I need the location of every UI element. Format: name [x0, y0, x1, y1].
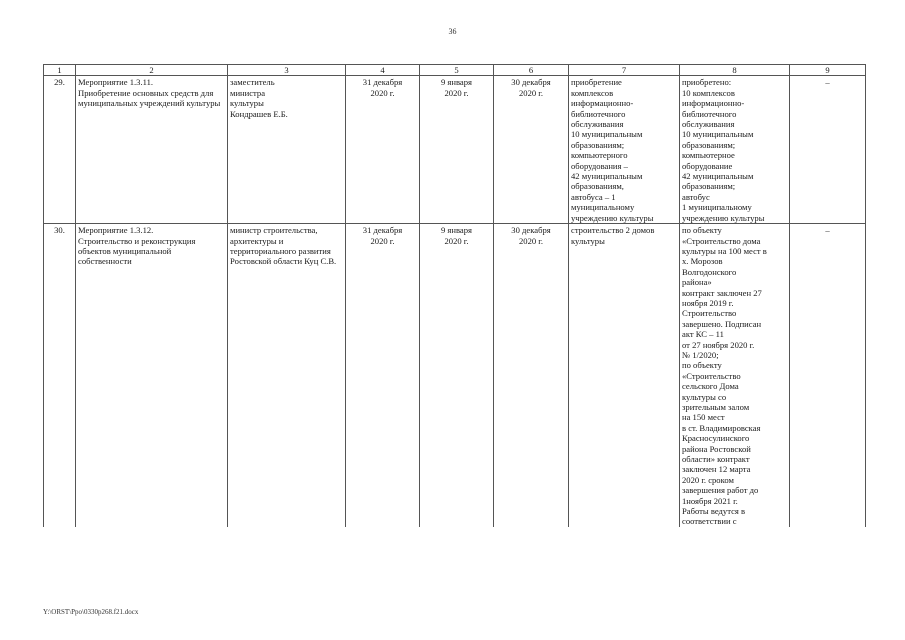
start-date-cell: 9 января 2020 г. [420, 224, 494, 527]
column-header: 6 [494, 65, 569, 76]
planned-result-cell: строительство 2 домов культуры [569, 224, 680, 527]
table-row [44, 224, 866, 527]
file-path-footer: Y:\ORST\Ppo\0330p268.f21.docx [43, 608, 139, 616]
column-header: 7 [569, 65, 680, 76]
column-header: 4 [346, 65, 420, 76]
column-header: 2 [76, 65, 228, 76]
column-header: 8 [680, 65, 790, 76]
column-header: 5 [420, 65, 494, 76]
report-table [43, 64, 866, 527]
responsible-cell: министр строительства, архитектуры и территориального развития Ростовской области Куц С.В. [228, 224, 346, 527]
column-number-row [44, 65, 866, 76]
column-header: 9 [790, 65, 866, 76]
end-date-cell: 30 декабря 2020 г. [494, 224, 569, 527]
planned-date-cell: 31 декабря 2020 г. [346, 76, 420, 224]
measure-cell: Мероприятие 1.3.11. Приобретение основных средств для муниципальных учреждений культуры [76, 76, 228, 224]
planned-date-cell: 31 декабря 2020 г. [346, 224, 420, 527]
page-number: 36 [448, 27, 457, 36]
planned-result-cell: приобретение комплексов информационно- библиотечного обслуживания 10 муниципальным образованиям; компьютерного оборудования – 42 муниципальным образованиям, автобуса – 1 муниципальному учреждению культуры [569, 76, 680, 224]
actual-result-cell: по объекту «Строительство дома культуры на 100 мест в х. Морозов Волгодонского района» контракт заключен 27 ноября 2019 г. Строительство завершено. Подписан акт КС – 11 от 27 ноября 2020 г. № 1/2020; по объекту «Строительство сельского Дома культуры со зрительным залом на 150 мест в ст. Владимировская Красносулинского района Ростовской области» контракт заключен 12 марта 2020 г. сроком завершения работ до 1ноября 2021 г. Работы ведутся в соответствии с [680, 224, 790, 527]
row-number: 29. [44, 76, 76, 224]
end-date-cell: 30 декабря 2020 г. [494, 76, 569, 224]
row-number: 30. [44, 224, 76, 527]
note-cell: – [790, 76, 866, 224]
table-row [44, 76, 866, 224]
column-header: 1 [44, 65, 76, 76]
responsible-cell: заместитель министра культуры Кондрашев Е.Б. [228, 76, 346, 224]
start-date-cell: 9 января 2020 г. [420, 76, 494, 224]
actual-result-cell: приобретено: 10 комплексов информационно- библиотечного обслуживания 10 муниципальным образованиям; компьютерное оборудование 42 муниципальным образованиям; автобус 1 муниципальному учреждению культуры [680, 76, 790, 224]
column-header: 3 [228, 65, 346, 76]
measure-cell: Мероприятие 1.3.12. Строительство и реконструкция объектов муниципальной собственности [76, 224, 228, 527]
note-cell: – [790, 224, 866, 527]
